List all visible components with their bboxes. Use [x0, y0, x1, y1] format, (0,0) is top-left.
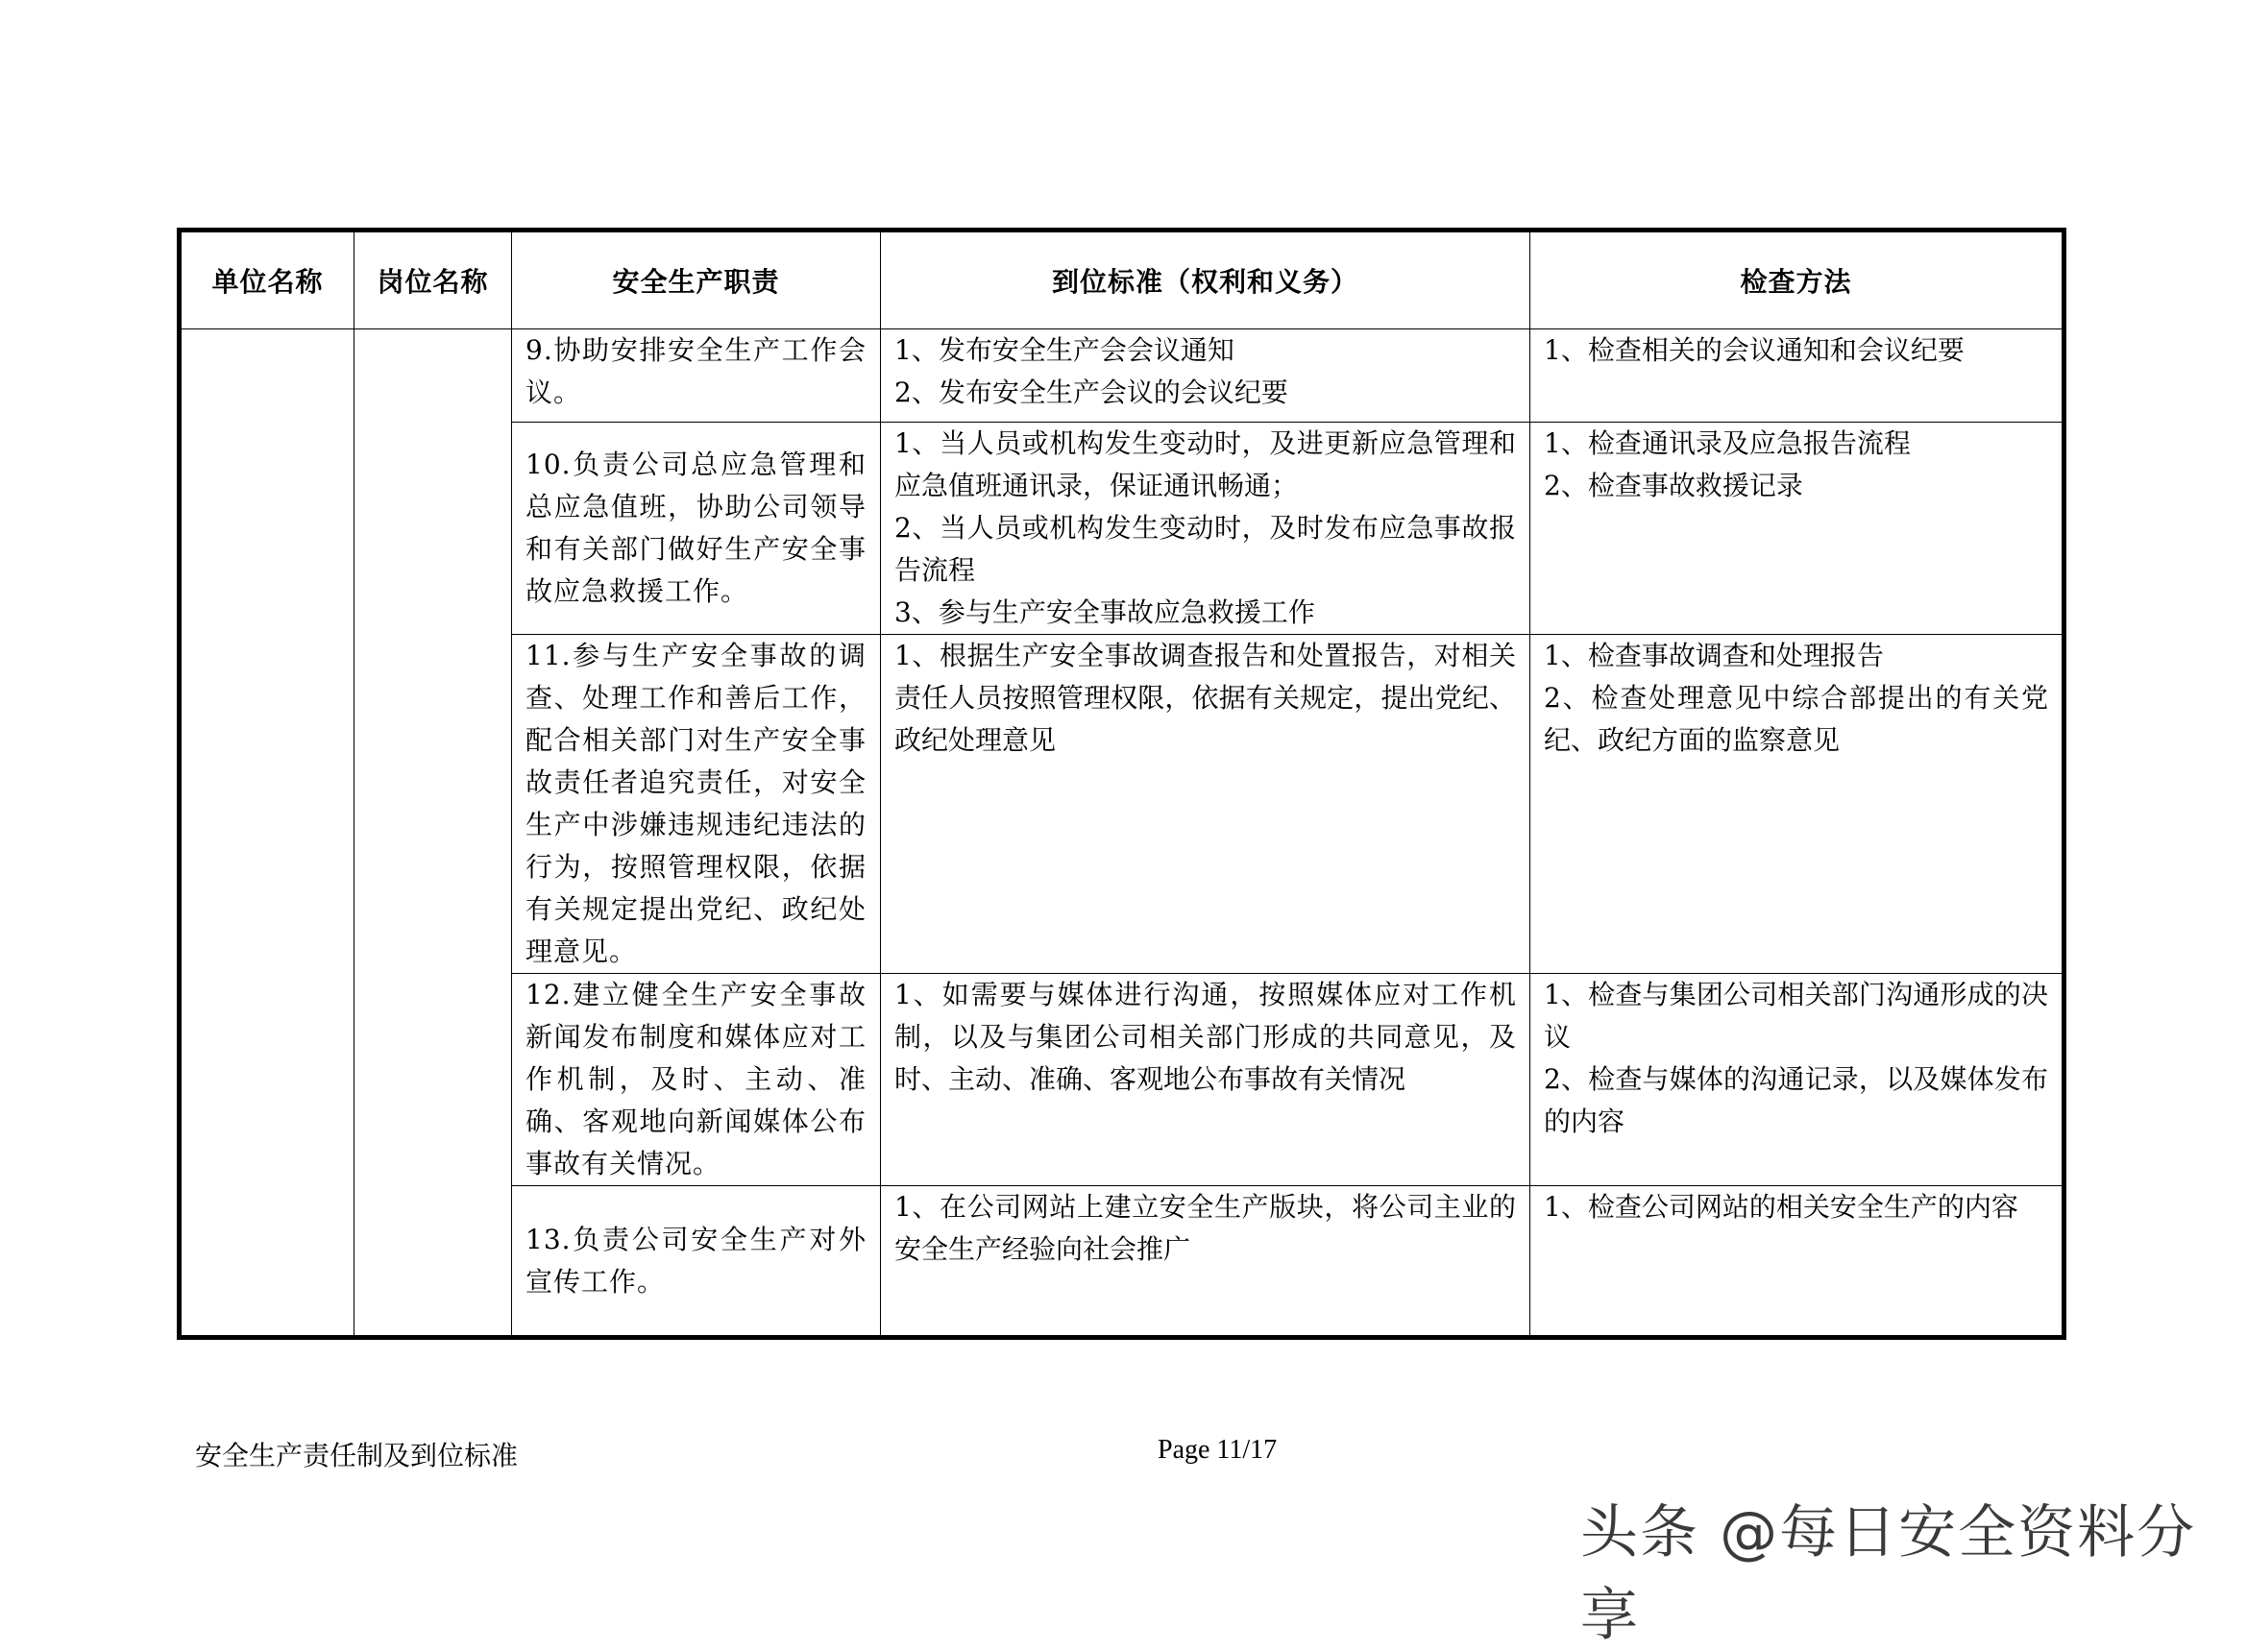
header-safety-duty: 安全生产职责	[512, 231, 881, 329]
standard-line: 1、根据生产安全事故调查报告和处置报告，对相关责任人员按照管理权限，依据有关规定，提出党纪、政纪处理意见	[894, 640, 1516, 756]
duty-cell: 12.建立健全生产安全事故新闻发布制度和媒体应对工作机制，及时、主动、准确、客观地向新闻媒体公布事故有关情况。	[512, 974, 881, 1186]
method-line: 1、检查通讯录及应急报告流程	[1544, 427, 1911, 459]
standard-cell	[881, 1186, 1530, 1338]
method-line: 2、检查与媒体的沟通记录，以及媒体发布的内容	[1544, 1063, 2048, 1137]
method-line: 1、检查公司网站的相关安全生产的内容	[1544, 1191, 2018, 1223]
standard-cell	[881, 974, 1530, 1186]
responsibility-table	[177, 228, 2066, 1340]
standard-line: 1、当人员或机构发生变动时，及进更新应急管理和应急值班通讯录，保证通讯畅通；	[894, 427, 1516, 501]
duty-cell: 10.负责公司总应急管理和总应急值班，协助公司领导和有关部门做好生产安全事故应急救援工作。	[512, 423, 881, 635]
unit-name-cell	[180, 329, 354, 1338]
duty-cell: 11.参与生产安全事故的调查、处理工作和善后工作，配合相关部门对生产安全事故责任者追究责任，对安全生产中涉嫌违规违纪违法的行为，按照管理权限，依据有关规定提出党纪、政纪处理意见。	[512, 635, 881, 974]
method-cell	[1530, 329, 2064, 423]
method-line: 1、检查相关的会议通知和会议纪要	[1544, 334, 1965, 366]
header-unit-name: 单位名称	[180, 231, 354, 329]
standard-line: 3、参与生产安全事故应急救援工作	[894, 596, 1315, 628]
standard-cell	[881, 329, 1530, 423]
method-cell	[1530, 974, 2064, 1186]
method-cell	[1530, 635, 2064, 974]
standard-cell	[881, 423, 1530, 635]
duty-cell: 13.负责公司安全生产对外宣传工作。	[512, 1186, 881, 1338]
standard-line: 2、当人员或机构发生变动时，及时发布应急事故报告流程	[894, 512, 1516, 586]
header-check-method: 检查方法	[1530, 231, 2064, 329]
table-header-row	[180, 231, 2064, 329]
header-standard: 到位标准（权利和义务）	[881, 231, 1530, 329]
method-line: 1、检查与集团公司相关部门沟通形成的决议	[1544, 979, 2048, 1053]
standard-line: 1、如需要与媒体进行沟通，按照媒体应对工作机制，以及与集团公司相关部门形成的共同意见，及时、主动、准确、客观地公布事故有关情况	[894, 979, 1516, 1095]
standard-cell	[881, 635, 1530, 974]
standard-line: 1、发布安全生产会会议通知	[894, 334, 1234, 366]
method-cell	[1530, 423, 2064, 635]
footer-page-number: Page 11/17	[1158, 1435, 1278, 1465]
standard-line: 2、发布安全生产会议的会议纪要	[894, 377, 1288, 408]
method-line: 2、检查事故救援记录	[1544, 470, 1803, 501]
footer-document-title: 安全生产责任制及到位标准	[195, 1440, 519, 1471]
watermark-text: 头条 @每日安全资料分享	[1580, 1499, 2197, 1649]
position-name-cell	[354, 329, 512, 1338]
standard-line: 1、在公司网站上建立安全生产版块，将公司主业的安全生产经验向社会推广	[894, 1191, 1516, 1265]
method-line: 2、检查处理意见中综合部提出的有关党纪、政纪方面的监察意见	[1544, 682, 2048, 756]
header-position-name: 岗位名称	[354, 231, 512, 329]
table-row	[180, 329, 2064, 423]
method-cell	[1530, 1186, 2064, 1338]
method-line: 1、检查事故调查和处理报告	[1544, 640, 1884, 671]
duty-cell: 9.协助安排安全生产工作会议。	[512, 329, 881, 423]
